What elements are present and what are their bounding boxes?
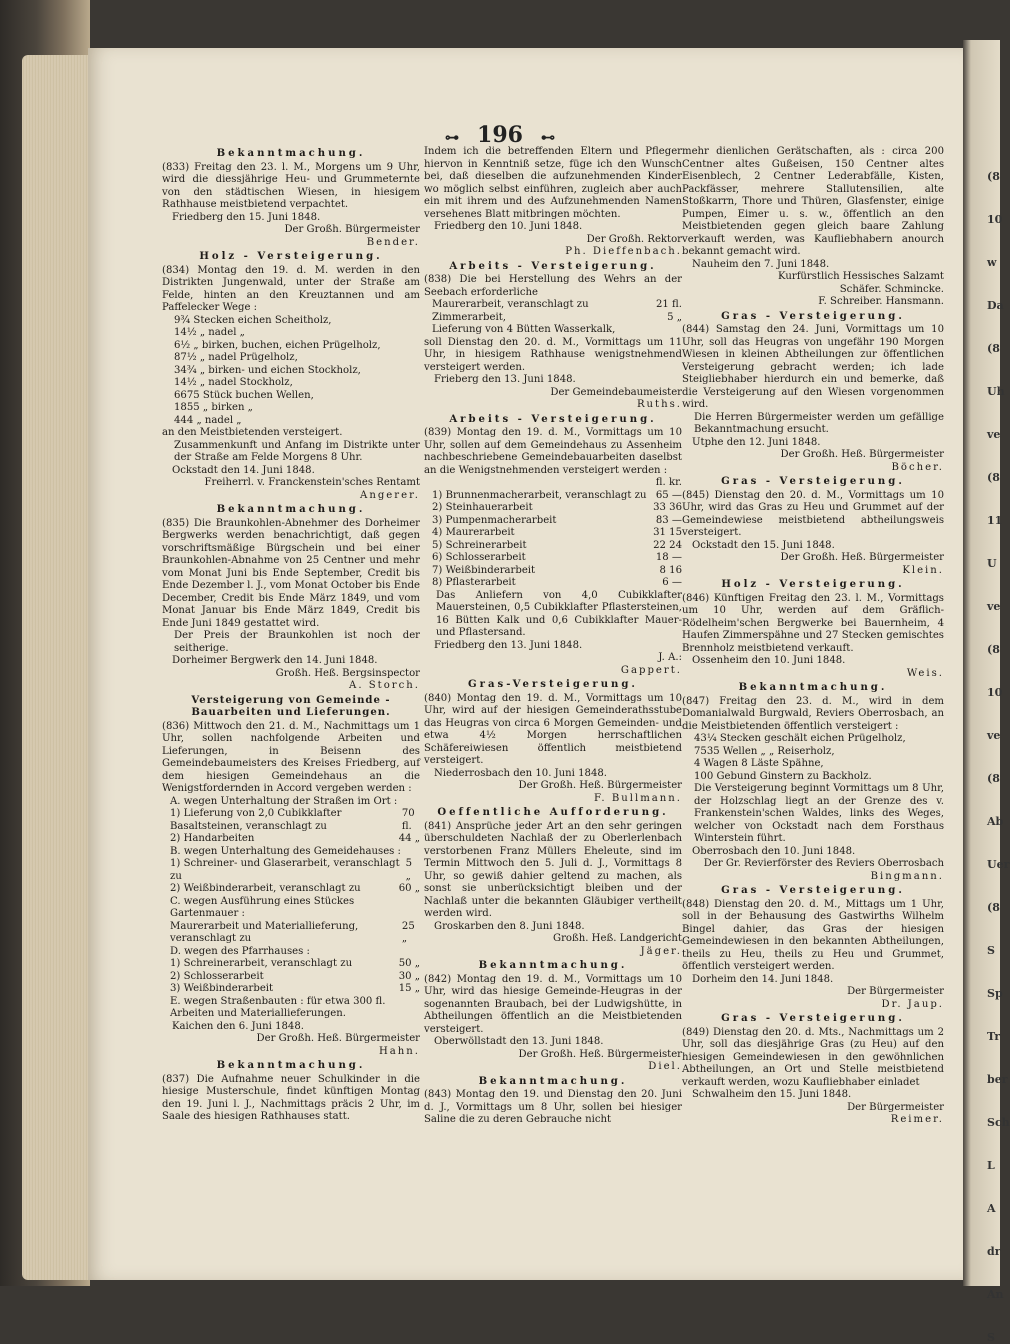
list-item — [432, 552, 682, 565]
edge-text: w — [987, 256, 997, 269]
item-label: 1) Schreinerarbeit, veranschlagt zu — [170, 958, 353, 969]
notice-signature: Kurfürstlich Hessisches Salzamt — [778, 271, 944, 282]
notice-text: Zusammenkunft und Anfang im Distrikte unter der Straße am Felde Morgens 8 Uhr. — [174, 439, 420, 463]
notice-date: Schwalheim den 15. Juni 1848. — [692, 1089, 852, 1100]
notice-text: (843) Montag den 19. und Dienstag den 20. Juni d. J., Vormittags um 8 Uhr, sollen bei hiesiger Saline die zu deren Gebrauche nicht — [424, 1089, 682, 1125]
list-item: 9¾ Stecken eichen Scheitholz, — [174, 314, 332, 326]
edge-text: (8 — [987, 342, 1000, 355]
item-label: C. wegen Ausführung eines Stückes Gartenmauer : — [170, 895, 355, 919]
notice-signature: Der Großh. Rektor — [586, 233, 682, 245]
edge-text: 10 — [987, 686, 1003, 699]
edge-text: (8 — [987, 643, 1000, 656]
notice-text: (848) Dienstag den 20. d. M., Mittags um 1 Uhr, soll in der Behausung des Gastwirths Wilhelm Bingel dahier, das Gras der hiesigen Gemeindewiesen in den bekannten Abtheilungen, theils zu Heu, theils zu Heu und Grummet, öffentlich versteigert werden. — [682, 898, 944, 972]
item-amount: 31 15 — [653, 527, 682, 538]
notice-heading: Bekanntmachung. — [216, 1060, 366, 1071]
cost-list — [424, 299, 682, 337]
item-label: Maurerarbeit, veranschlagt zu — [432, 299, 589, 310]
list-item: 1855 „ birken „ — [174, 402, 253, 413]
edge-text: U — [987, 557, 997, 570]
edge-text: ve — [987, 729, 1001, 742]
item-label: B. wegen Unterhaltung des Gemeidehauses : — [170, 845, 401, 857]
notice-date: Nauheim den 7. Juni 1848. — [692, 258, 830, 270]
notice-heading: Arbeits - Versteigerung. — [449, 260, 657, 272]
item-amount: 60 „ — [398, 883, 420, 894]
notice-text: Die Herren Bürgermeister werden um gefällige Bekanntmachung ersucht. — [694, 411, 944, 435]
item-amount: 65 — — [655, 489, 682, 501]
notice-text: an den Meistbietenden versteigert. — [162, 427, 343, 438]
list-item: 7535 Wellen „ „ Reiserholz, — [694, 745, 835, 757]
edge-text: (8 — [987, 170, 1000, 183]
edge-text: (8 — [987, 901, 1000, 914]
notice-heading: Gras - Versteigerung. — [721, 1013, 905, 1024]
notice-date: Niederrosbach den 10. Juni 1848. — [434, 767, 608, 779]
notice-date: Utphe den 12. Juni 1848. — [692, 436, 821, 448]
item-label: D. wegen des Pfarrhauses : — [170, 945, 310, 957]
item-label: 2) Weißbinderarbeit, veranschlagt zu — [170, 883, 361, 894]
item-label: 2) Steinhauerarbeit — [432, 502, 533, 513]
item-label: 3) Pumpenmacherarbeit — [432, 514, 557, 526]
list-item — [170, 883, 420, 896]
edge-text: A — [987, 1202, 996, 1215]
notice-signature: Freiherrl. v. Franckenstein'sches Rentamt — [204, 477, 420, 488]
item-label: Zimmerarbeit, — [432, 311, 506, 323]
item-label: 8) Pflasterarbeit — [432, 577, 516, 588]
item-amount: 21 fl. — [656, 299, 682, 310]
notice-date: Groskarben den 8. Juni 1848. — [434, 920, 585, 932]
item-amount: 18 — — [655, 552, 682, 563]
notice-text: Die Versteigerung beginnt Vormittags um 8 Uhr, der Holzschlag liegt an der Grenze des v. Frankenstein'schen Waldes, links des Weges, welcher von Ockstadt nach dem Forsthaus Winterstein führt. — [694, 783, 944, 844]
item-label: A. wegen Unterhaltung der Straßen im Ort : — [170, 795, 398, 807]
list-item: 100 Gebund Ginstern zu Backholz. — [694, 770, 872, 782]
notice-heading: Oeffentliche Aufforderung. — [437, 807, 669, 818]
notice-signature-name: Reimer. — [890, 1114, 944, 1125]
notice-text: (846) Künftigen Freitag den 23. l. M., Vormittags um 10 Uhr, werden auf dem Gräflich-Rödelheim'schen Bergwerke bei Bauernheim, 4 Haufen Zimmerspähne und 27 Stecken gemischtes Brennholz meistbietend verkauft. — [682, 592, 944, 654]
notice-heading: Versteigerung von Gemeinde - Bauarbeiten und Lieferungen. — [191, 694, 391, 718]
notice-heading: Holz - Versteigerung. — [721, 579, 905, 590]
notice-text: (841) Ansprüche jeder Art an den sehr geringen überschuldeten Nachlaß der zu Oberlerlenbach verstorbenen Franz Müllers Eheleute, sind im Termin Mittwoch den 5. Juli d. J., Vormittags 8 Uhr, so gewiß dahier geltend zu machen, als sonst sie unberücksichtigt bleiben und der Nachlaß unter die bekannten Gläubiger vertheilt werden wird. — [424, 820, 682, 919]
notice-text: Der Preis der Braunkohlen ist noch der seitherige. — [174, 630, 420, 654]
notice-text: (833) Freitag den 23. l. M., Morgens um 9 Uhr, wird die diessjährige Heu- und Grummeternte von den städtischen Wiesen, in hiesigem Rathhause meistbietend verpachtet. — [162, 161, 420, 210]
notice-heading: Bekanntmachung. — [478, 960, 628, 971]
list-item — [432, 527, 682, 540]
item-label: Maurerarbeit und Materiallieferung, veranschlagt zu — [170, 920, 359, 944]
list-item: 14½ „ nadel Stockholz, — [174, 377, 293, 388]
notice-signature-name: F. Schreiber. Hansmann. — [818, 296, 944, 307]
edge-text: ber — [987, 1073, 1008, 1086]
item-amount: 83 — — [655, 514, 682, 526]
notice-date: Dorheimer Bergwerk den 14. Juni 1848. — [172, 655, 378, 666]
edge-text: (8 — [987, 772, 1000, 785]
item-amount: 15 „ — [398, 983, 420, 994]
item-label: 2) Schlosserarbeit — [170, 970, 264, 982]
list-item — [432, 502, 682, 515]
item-amount: 5 „ — [667, 311, 682, 323]
next-page-edge — [963, 40, 1010, 1344]
notice-date: Friedberg den 10. Juni 1848. — [434, 221, 583, 232]
notice-signature: Der Bürgermeister — [847, 1101, 944, 1113]
notice-text: (840) Montag den 19. d. M., Vormittags um 10 Uhr, wird auf der hiesigen Gemeinderathsstube das Heugras von circa 6 Morgen Gemeinden- und etwa 4½ Morgen herrschaftlichen Schäfereiwiesen öffentlich meistbietend versteigert. — [424, 692, 682, 766]
list-item — [170, 833, 420, 846]
notice-text: (839) Montag den 19. d. M., Vormittags um 10 Uhr, sollen auf dem Gemeindehaus zu Assenheim nachbeschriebene Gemeindebauarbeiten daselbst an die Wenigstnehmenden versteigert werden : — [424, 427, 682, 476]
notice-signature: Großh. Heß. Bergsinspector — [275, 667, 420, 679]
cost-list — [162, 796, 420, 1021]
notice-text: (834) Montag den 19. d. M. werden in den Distrikten Jungenwald, unter der Straße am Felde, hinten an den Kreuztannen und am Paffelecker Wege : — [162, 264, 420, 313]
column-1 — [162, 146, 420, 1124]
list-item — [432, 324, 682, 337]
notice-signature: Großh. Heß. Landgericht — [553, 933, 682, 944]
item-label: E. wegen Straßenbauten : für etwa 300 fl. Arbeiten und Materiallieferungen. — [170, 995, 386, 1019]
item-label: 5) Schreinerarbeit — [432, 539, 527, 551]
edge-text: S — [987, 944, 995, 957]
notice-text: (842) Montag den 19. d. M., Vormittags um 10 Uhr, wird das hiesige Gemeinde-Heugras in der sogenannten Braubach, bei der Ludwigshütte, in Abtheilungen öffentlich an die Meistbietenden versteigert. — [424, 973, 682, 1035]
notice-text: mehr dienlichen Gerätschaften, als : circa 200 Centner altes Gußeisen, 150 Centner altes Eisenblech, 2 Centner Lederabfälle, Kisten, Packfässer, mehrere Stallutensilien, alte Stoßkarrn, Thore und Thüren, Glasfenster, einige Pumpen, Eimer u. s. w., öffentlich an den Meistbietenden gegen gleich baare Zahlung verkauft werden, was Kaufliebhabern anourch bekannt gemacht wird. — [682, 146, 944, 257]
list-item — [170, 808, 420, 833]
item-label: 1) Lieferung von 2,0 Cubikklafter Basaltsteinen, veranschlagt zu — [170, 808, 342, 832]
notice-signature: Der Großh. Heß. Bürgermeister — [518, 1048, 682, 1060]
notice-heading: Gras - Versteigerung. — [721, 885, 905, 896]
list-item: 34¾ „ birken- und eichen Stockholz, — [174, 364, 361, 376]
list-item — [432, 312, 682, 325]
notice-signature-name: Ruths. — [636, 399, 682, 410]
notice-text: (849) Dienstag den 20. d. Mts., Nachmittags um 2 Uhr, soll das diesjährige Gras (zu Heu) auf den hiesigen Gemeindewiesen in den gewöhnlichen Abtheilungen, an Ort und Stelle meistbietend verkauft werden, wozu Kaufliebhaber einladet — [682, 1026, 944, 1088]
item-label: 3) Weißbinderarbeit — [170, 983, 274, 994]
notice-heading: Bekanntmachung. — [216, 504, 366, 515]
list-item — [432, 515, 682, 528]
list-item — [170, 846, 420, 859]
notice-heading: Arbeits - Versteigerung. — [449, 413, 657, 425]
notice-signature-name: Böcher. — [891, 461, 944, 473]
list-item — [170, 796, 420, 809]
notice-signature-name: A. Storch. — [349, 680, 420, 691]
notice-heading: Gras-Versteigerung. — [468, 679, 638, 690]
notice-text: (847) Freitag den 23. d. M., wird in dem Domanialwald Burgwald, Reviers Oberrosbach, an die Meistbietenden öffentlich versteigert : — [682, 695, 944, 732]
item-label: 2) Handarbeiten — [170, 833, 255, 844]
item-amount: 22 24 — [653, 539, 682, 551]
notice-signature-name: Diel. — [648, 1061, 682, 1072]
list-item: 43¼ Stecken geschält eichen Prügelholz, — [694, 733, 906, 744]
list-item — [432, 490, 682, 503]
edge-text: (8 — [987, 471, 1000, 484]
notice-signature-name: Schäfer. Schmincke. — [839, 283, 944, 295]
notice-date: Friedberg den 13. Juni 1848. — [434, 639, 583, 651]
edge-text: Sp — [987, 987, 1003, 1000]
item-label: Lieferung von 4 Bütten Wasserkalk, — [432, 324, 616, 335]
item-amount: 30 „ — [398, 970, 420, 982]
notice-signature-name: Bingmann. — [870, 870, 944, 882]
notice-heading: Bekanntmachung. — [478, 1075, 628, 1087]
edge-text: 11 — [987, 514, 1003, 527]
item-label: 6) Schlosserarbeit — [432, 552, 526, 563]
notice-signature-name: Bender. — [366, 236, 420, 248]
wood-list — [682, 733, 944, 783]
item-label: 7) Weißbinderarbeit — [432, 564, 536, 576]
cost-list — [424, 490, 682, 590]
notice-signature-name: Dr. Jaup. — [881, 998, 944, 1010]
item-amount: 5 „ — [405, 858, 413, 882]
edge-text: An — [987, 1288, 1004, 1301]
list-item: 4 Wagen 8 Läste Spähne, — [694, 758, 824, 769]
notice-signature: Der Großh. Bürgermeister — [284, 224, 420, 235]
notice-signature-name: F. Bullmann. — [593, 792, 682, 804]
column-3 — [682, 146, 944, 1127]
list-item — [432, 540, 682, 553]
notice-text: (837) Die Aufnahme neuer Schulkinder in die hiesige Musterschule, findet künftigen Montag den 19. Juni l. J., Nachmittags präcis 2 Uhr, im Saale des hiesigen Rathhauses statt. — [162, 1073, 420, 1122]
list-item: 87½ „ nadel Prügelholz, — [174, 352, 298, 363]
notice-signature-name: Hahn. — [378, 1045, 420, 1057]
edge-text: Ab — [987, 815, 1004, 828]
edge-text: Da — [987, 299, 1004, 312]
notice-heading: Gras - Versteigerung. — [721, 310, 905, 322]
notice-signature-name: Weis. — [906, 667, 944, 679]
ornament-left-icon: ⊶ — [445, 130, 460, 146]
item-label: 1) Brunnenmacherarbeit, veranschlagt zu — [432, 489, 647, 501]
notice-signature-name: Ph. Dieffenbach. — [565, 246, 682, 257]
edge-text: L — [987, 1159, 995, 1172]
notice-signature: Der Gemeindebaumeister — [550, 386, 682, 398]
edge-text: ve — [987, 428, 1001, 441]
list-item — [170, 958, 420, 971]
notice-signature: Der Bürgermeister — [847, 986, 944, 997]
edge-text: Tr — [987, 1030, 1001, 1043]
item-amount: 44 „ — [398, 833, 420, 844]
notice-text: (838) Die bei Herstellung des Wehrs an der Seebach erforderliche — [424, 274, 682, 298]
list-item — [432, 565, 682, 578]
edge-text: S — [987, 1331, 995, 1344]
notice-heading: Bekanntmachung. — [738, 682, 888, 693]
notice-heading: Bekanntmachung. — [216, 148, 366, 159]
notice-date: Oberrosbach den 10. Juni 1848. — [692, 845, 856, 857]
list-item — [170, 996, 420, 1021]
list-item: 6675 Stück buchen Wellen, — [174, 389, 314, 401]
notice-signature-name: Angerer. — [360, 489, 420, 501]
notice-text: Das Anliefern von 4,0 Cubikklafter Mauersteinen, 0,5 Cubikklafter Pflastersteinen, 16 Bütten Kalk und 0,6 Cubikklafter Mauer- und Pflastersand. — [436, 589, 682, 638]
notice-heading: Holz - Versteigerung. — [199, 251, 383, 262]
notice-date: Oberwöllstadt den 13. Juni 1848. — [434, 1036, 604, 1047]
edge-text: Sch — [987, 1116, 1010, 1129]
notice-date: Ossenheim den 10. Juni 1848. — [692, 655, 846, 666]
notice-signature: Der Großh. Heß. Bürgermeister — [780, 449, 944, 460]
notice-signature: Der Gr. Revierförster des Reviers Oberrosbach — [703, 858, 944, 869]
notice-signature: Der Großh. Heß. Bürgermeister — [780, 552, 944, 563]
list-item: 6½ „ birken, buchen, eichen Prügelholz, — [174, 339, 381, 351]
list-item — [170, 858, 420, 883]
notice-text: (844) Samstag den 24. Juni, Vormittags um 10 Uhr, soll das Heugras von ungefähr 190 Morgen Wiesen in kleinen Abtheilungen zur öffentlichen Versteigerung gebracht werden; ich lade Steigliebhaber hierdurch ein und bemerke, daß die Versteigerung auf den Wiesen vorgenommen wird. — [682, 324, 944, 410]
notice-date: Frieberg den 13. Juni 1848. — [434, 374, 576, 385]
list-item — [170, 983, 420, 996]
notice-date: Kaichen den 6. Juni 1848. — [172, 1020, 304, 1032]
notice-date: Ockstadt den 15. Juni 1848. — [692, 539, 835, 551]
item-amount: 70 fl. — [401, 808, 415, 832]
notice-text: soll Dienstag den 20. d. M., Vormittags um 11 Uhr, in hiesigem Rathhause wenigstnehmend versteigert werden. — [424, 336, 682, 373]
notice-signature: Der Großh. Heß. Bürgermeister — [256, 1033, 420, 1044]
item-amount: 25 „ — [401, 920, 415, 944]
item-amount: 8 16 — [659, 564, 682, 576]
list-item — [432, 577, 682, 590]
edge-text: 10 — [987, 213, 1003, 226]
item-amount: 6 — — [662, 577, 682, 588]
notice-date: Friedberg den 15. Juni 1848. — [172, 211, 321, 223]
column-2 — [424, 146, 682, 1127]
notice-text: (836) Mittwoch den 21. d. M., Nachmittags um 1 Uhr, sollen nachfolgende Arbeiten und Lieferungen, in Beisenn des Gemeindebaumeisters des Kreises Friedberg, auf dem hiesigen Gemeindehaus an die Wenigstfordernden in Accord vergeben werden : — [162, 720, 420, 794]
notice-date: Dorheim den 14. Juni 1848. — [692, 973, 834, 985]
page-number: ⊶ 196 ⊷ — [445, 122, 555, 148]
wood-list — [162, 315, 420, 428]
item-label: 1) Schreiner- und Glaserarbeit, veranschlagt zu — [170, 858, 400, 882]
edge-text: ve — [987, 600, 1001, 613]
notice-signature-name: Klein. — [902, 564, 944, 576]
notice-text: Indem ich die betreffenden Eltern und Pfleger hiervon in Kenntniß setze, füge ich den Wunsch bei, daß dieselben die aufzunehmenden Kinder wo möglich selbst einführen, zugleich aber auch ein mit ihrem und des Aufzunehmenden Namen versehenes Blatt mitbringen möchten. — [424, 146, 682, 220]
currency-units: fl. kr. — [655, 477, 682, 488]
notice-signature-name: Gappert. — [620, 664, 682, 676]
list-item — [170, 946, 420, 959]
edge-text: dr — [987, 1245, 1001, 1258]
notice-date: Ockstadt den 14. Juni 1848. — [172, 464, 315, 476]
notice-signature: Der Großh. Heß. Bürgermeister — [518, 780, 682, 791]
notice-signature: J. A.: — [658, 652, 682, 663]
edge-text: Uh — [987, 385, 1005, 398]
list-item: 14½ „ nadel „ — [174, 327, 245, 338]
item-amount: 33 36 — [653, 502, 682, 513]
list-item: 444 „ nadel „ — [174, 414, 242, 426]
notice-text: (835) Die Braunkohlen-Abnehmer des Dorheimer Bergwerks werden benachrichtigt, daß gegen vorschriftsmäßige Bürgschein und bei einer Braunkohlen-Abnahme von 25 Centner und mehr vom Monat Juni bis Ende September, Credit bis Ende Dezember l. J., vom Monat October bis Ende December, Credit bis Ende März 1849, und vom Monat Januar bis Ende März 1849, Credit bis Ende Juni 1849 gestattet wird. — [162, 517, 420, 629]
list-item — [170, 921, 420, 946]
edge-text: Uer — [987, 858, 1010, 871]
ornament-right-icon: ⊷ — [540, 130, 555, 146]
notice-signature-name: Jäger. — [640, 945, 682, 957]
list-item — [170, 971, 420, 984]
notice-text: (845) Dienstag den 20. d. M., Vormittags um 10 Uhr, wird das Gras zu Heu und Grummet auf der Gemeindewiese meistbietend abtheilungsweis versteigert. — [682, 489, 944, 538]
list-item — [432, 299, 682, 312]
item-label: 4) Maurerarbeit — [432, 527, 515, 538]
item-amount: 50 „ — [398, 958, 420, 969]
list-item — [170, 896, 420, 921]
notice-heading: Gras - Versteigerung. — [721, 476, 905, 487]
